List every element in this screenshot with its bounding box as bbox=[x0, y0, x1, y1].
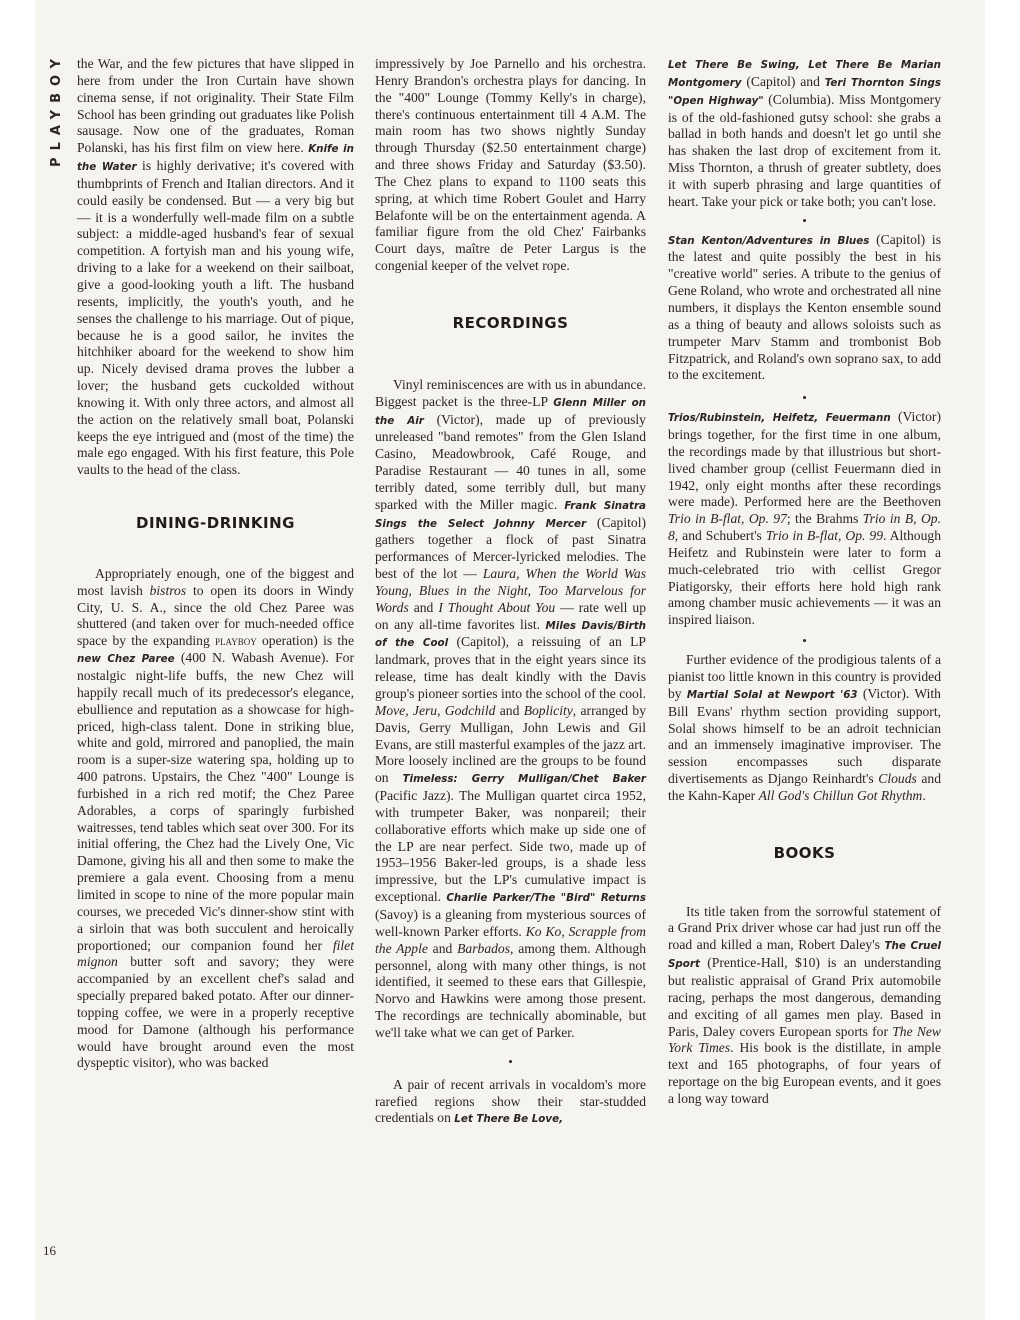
books-paragraph bbox=[668, 904, 941, 1108]
text-run: . bbox=[922, 787, 926, 803]
brand-name: playboy bbox=[215, 634, 257, 649]
album-title: Let There Be Love, bbox=[454, 1113, 563, 1126]
text-run: , and Schubert's bbox=[674, 528, 766, 544]
kenton-paragraph bbox=[668, 232, 941, 385]
text-run: (Victor). With Bill Evans' rhythm section providing support, Solal shows himself to be an adroit technician and an immensely imaginative improviser. The session encompasses such disparate divertisements as Django Reinhardt's bbox=[668, 685, 941, 787]
section-heading-books: BOOKS bbox=[773, 843, 836, 862]
section-bullet: • bbox=[508, 1053, 513, 1069]
song-title: Boplicity bbox=[523, 702, 573, 718]
column-1 bbox=[77, 56, 354, 1072]
column-3 bbox=[668, 56, 941, 1108]
song-titles: Ko Ko, Scrapple from the Apple bbox=[375, 923, 646, 956]
text-run: butter soft and savory; they were accompanied by an excellent chef's salad and specially prepared baked potato. After our dinner-topping coffee, we were in a properly receptive mood for Damone (although his performance would have brought around even the most dyspeptic visitor), who was backed bbox=[77, 954, 354, 1071]
section-heading-dining-drinking: DINING-DRINKING bbox=[136, 514, 295, 533]
solal-paragraph bbox=[668, 652, 941, 805]
venue-name: new Chez Paree bbox=[77, 653, 175, 666]
text-run: (Victor) brings together, for the first time in one album, the recordings made by that illustrious but short-lived chamber group (cellist Feuermann died in 1942, only eight months after these recordings were made). Performed here are the Beethoven bbox=[668, 409, 941, 510]
text-run: Appropriately enough, one of the biggest and most lavish bbox=[77, 565, 354, 598]
song-titles: Laura, When the World Was Young, Blues in the Night, Too Marvelous for Words bbox=[375, 566, 646, 615]
text-run: and the Kahn-Kaper bbox=[668, 771, 941, 803]
section-heading-recordings: RECORDINGS bbox=[452, 313, 569, 332]
album-title: Stan Kenton/Adventures in Blues bbox=[668, 234, 870, 247]
text-run: is highly derivative; it's covered with thumbprints of French and Italian directors. And it could easily be condensed. But — a very big but — it is a wonderfully well-made film on a subtle subject: a middle-aged husband's fear of sexual competition. A fortyish man and his young wife, driving to a lake for a weekend on their sailboat, give a good-looking youth a lift. The husband resents, implicitly, the youth's youth, and he senses the challenge to his marriage. Out of pique, because he is a good sailor, he invites the hitchhiker aboard for the weekend to show him up. Nicely devised drama proves the lubber a lover; the husband gets cuckolded without knowing it. With only three actors, and almost all the action on the relatively small boat, Polanski keeps the eye intrigued and (most of the time) the male ego engaged. With his first feature, this Pole vaults to the head of the class. bbox=[77, 158, 354, 478]
text-run: Its title taken from the sorrowful statement of a Grand Prix driver whose car had just run off the road and killed a man, Robert Daley's bbox=[668, 903, 941, 953]
work-title: Trio in B-flat, Op. 99 bbox=[765, 528, 883, 544]
album-title: Frank Sinatra Sings the Select Johnny Mercer bbox=[375, 499, 646, 530]
text-run: (Prentice-Hall, $10) is an understanding but realistic appraisal of Grand Prix automobile racing, perhaps the most dangerous, demanding and exciting of all games men play. Based in Paris, Daley covers European sports for bbox=[668, 955, 941, 1039]
song-title: I Thought About You bbox=[438, 599, 556, 615]
text-run: and bbox=[495, 702, 524, 718]
film-review-paragraph bbox=[77, 56, 354, 479]
text-run: . Although Heifetz and Rubinstein were later to form a much-celebrated trio with cellist Gregor Piatigorsky, their efforts here hold high rank among chamber music achievements — it was an inspired liaison. bbox=[668, 528, 941, 628]
album-title: Teri Thornton Sings "Open Highway" bbox=[668, 76, 941, 107]
masthead: PLAYBOY bbox=[49, 52, 64, 167]
text-italic: filet mignon bbox=[77, 937, 354, 970]
page-number: 16 bbox=[43, 1243, 56, 1258]
text-run: (Victor), made up of previously unreleased "band remotes" from the Glen Island Casino, Meadowbrook, Café Rouge, and Paradise Restaurant — 40 tunes in all, some terribly dated, some terribly dull, but many sparked with the Miller magic. bbox=[375, 411, 646, 512]
song-title: Clouds bbox=[878, 771, 917, 787]
text-run: . His book is the distillate, in ample text and 165 photographs, of four years of reportage on the big European events, and it goes a long way toward bbox=[668, 1040, 941, 1106]
album-title: Miles Davis/Birth of the Cool bbox=[375, 619, 646, 650]
text-run: Vinyl reminiscences are with us in abundance. Biggest packet is the three-LP bbox=[375, 376, 646, 409]
text-run: (Capitol), a reissuing of an LP landmark, proves that in the eight years since its release, time has dealt kindly with the Davis group's pioneer sorties into the school of the cool. bbox=[375, 634, 646, 701]
work-title: Trio in B, Op. 8 bbox=[668, 511, 941, 544]
song-title: All God's Chillun Got Rhythm bbox=[758, 787, 923, 803]
text-run: (Columbia). Miss Montgomery is of the old-fashioned gutsy school: she grabs a ballad in both hands and doesn't let go until she has shaken the last drop of excitement from it. Miss Thornton, a thrush of greater subtlety, does it with superb phrasing and large quantities of heart. Take your pick or take both; you can't lose. bbox=[668, 91, 941, 209]
film-title: Knife in the Water bbox=[77, 143, 354, 174]
trios-paragraph bbox=[668, 409, 941, 629]
book-title: The Cruel Sport bbox=[668, 940, 941, 971]
text-run: operation) is the bbox=[256, 633, 355, 649]
text-run: ; the Brahms bbox=[786, 511, 863, 527]
album-title: Martial Solal at Newport '63 bbox=[686, 688, 858, 701]
vocal-continued-paragraph bbox=[668, 56, 941, 211]
text-run: — rate well up on any all-time favorites list. bbox=[375, 599, 646, 632]
text-run: (Savoy) is a gleaning from mysterious sources of well-known Parker efforts. bbox=[375, 906, 646, 939]
album-title: Trios/Rubinstein, Heifetz, Feuermann bbox=[668, 412, 891, 425]
vocal-paragraph bbox=[375, 1077, 646, 1129]
text-run: and bbox=[408, 599, 439, 615]
song-title: Barbados bbox=[457, 940, 510, 956]
album-title: Let There Be Swing, Let There Be Marian Montgomery bbox=[668, 59, 941, 89]
album-title: Glenn Miller on the Air bbox=[375, 396, 646, 427]
dining-continued-paragraph: impressively by Joe Parnello and his orchestra. Henry Brandon's orchestra plays for dancing. In the "400" Lounge (Tommy Kelly's in charge), there's continuous entertainment till 4 A.M. The main room has two shows nightly Sunday through Thursday ($2.50 entertainment charge) and three shows Friday and Saturday ($3.50). The Chez plans to expand to 1100 seats this spring, at which time Robert Goulet and Harry Belafonte will be on the entertainment agenda. A familiar figure from the old Chez' Fairbanks Court days, maître de Peter Largus is the congenial keeper of the velvet rope. bbox=[375, 56, 646, 274]
dining-paragraph bbox=[77, 566, 354, 1072]
section-bullet: • bbox=[802, 390, 807, 406]
work-title: Trio in B-flat, Op. 97 bbox=[668, 511, 787, 527]
section-bullet: • bbox=[802, 633, 807, 649]
text-italic: bistros bbox=[149, 582, 187, 598]
song-titles: Move, Jeru, Godchild bbox=[375, 702, 496, 718]
text-run: (Capitol) gathers together a flock of past Sinatra performances of Mercer-lyricked melodies. The best of the lot — bbox=[375, 514, 646, 582]
text-run: (400 N. Wabash Avenue). For nostalgic night-life buffs, the new Chez will happily recall much of its predecessor's elegance, ebullience and reputation as a showcase for high-priced, high-class talent. Done in striking blue, white and gold, mirrored and panoplied, the main room is a super-size watering spa, holding up to 400 patrons. Upstairs, the Chez "400" Lounge is furbished in a rich red motif; the Chez Paree Adorables, a corps of sparingly furbished waitresses, tend tables which seat over 300. For its initial offering, the Chez had the Lively One, Vic Damone, giving his all and then some to make the premiere a gala event. Choosing from a menu limited in scope to nine of the more popular main courses, we preceded Vic's dinner-show stint with a sirloin that was both succulent and heroically proportioned; our companion found her bbox=[77, 650, 354, 953]
text-run: , arranged by Davis, Gerry Mulligan, John Lewis and Gil Evans, are still masterful examples of the jazz art. More loosely inclined are the groups to be found on bbox=[375, 702, 647, 786]
text-run: (Capitol) and bbox=[741, 73, 825, 89]
column-2 bbox=[375, 56, 646, 1128]
text-run: to open its doors in Windy City, U. S. A., since the old Chez Paree was shuttered (and taken over for much-needed office space by the expanding bbox=[77, 582, 354, 649]
text-run: the War, and the few pictures that have slipped in here from under the Iron Curtain have shown cinema sense, if not originality. Their State Film School has been grinding out graduates like Polish sausage. Now one of the graduates, Roman Polanski, has his first film on view here. bbox=[77, 56, 354, 156]
recordings-paragraph bbox=[375, 377, 646, 1042]
album-title: Charlie Parker/The "Bird" Returns bbox=[446, 892, 647, 905]
text-run: , among them. Although personnel, along with many other things, is not identified, it seemed to these ears that Gillespie, Norvo and Hawkins were among those present. The recordings are technically abominable, but we'll take what we can get of Parker. bbox=[375, 940, 646, 1040]
text-run: A pair of recent arrivals in vocaldom's more rarefied regions show their star-studded credentials on bbox=[375, 1076, 646, 1126]
magazine-page bbox=[35, 0, 985, 1320]
text-run: (Pacific Jazz). The Mulligan quartet circa 1952, with trumpeter Baker, was nonpareil; their collaborative efforts which make up side one of the LP are near perfect. Side two, made up of 1953–1956 Baker-led groups, is a shade less impressive, but the LP's cumulative impact is exceptional. bbox=[375, 788, 646, 905]
album-title: Timeless: Gerry Mulligan/Chet Baker bbox=[402, 773, 646, 786]
section-bullet: • bbox=[802, 212, 807, 228]
text-run: Further evidence of the prodigious talents of a pianist too little known in this country is provided by bbox=[668, 652, 941, 701]
text-run: and bbox=[427, 940, 458, 956]
publication-name: The New York Times bbox=[668, 1023, 941, 1056]
text-run: (Capitol) is the latest and quite possibly the best in his "creative world" series. A tribute to the genius of Gene Roland, who wrote and orchestrated all nine numbers, it displays the Kenton ensemble sound as a thing of beauty and allows soloists such as trumpeter Marv Stamm and trombonist Bob Fitzpatrick, and Roland's own soprano sax, to add to the excitement. bbox=[668, 231, 941, 383]
